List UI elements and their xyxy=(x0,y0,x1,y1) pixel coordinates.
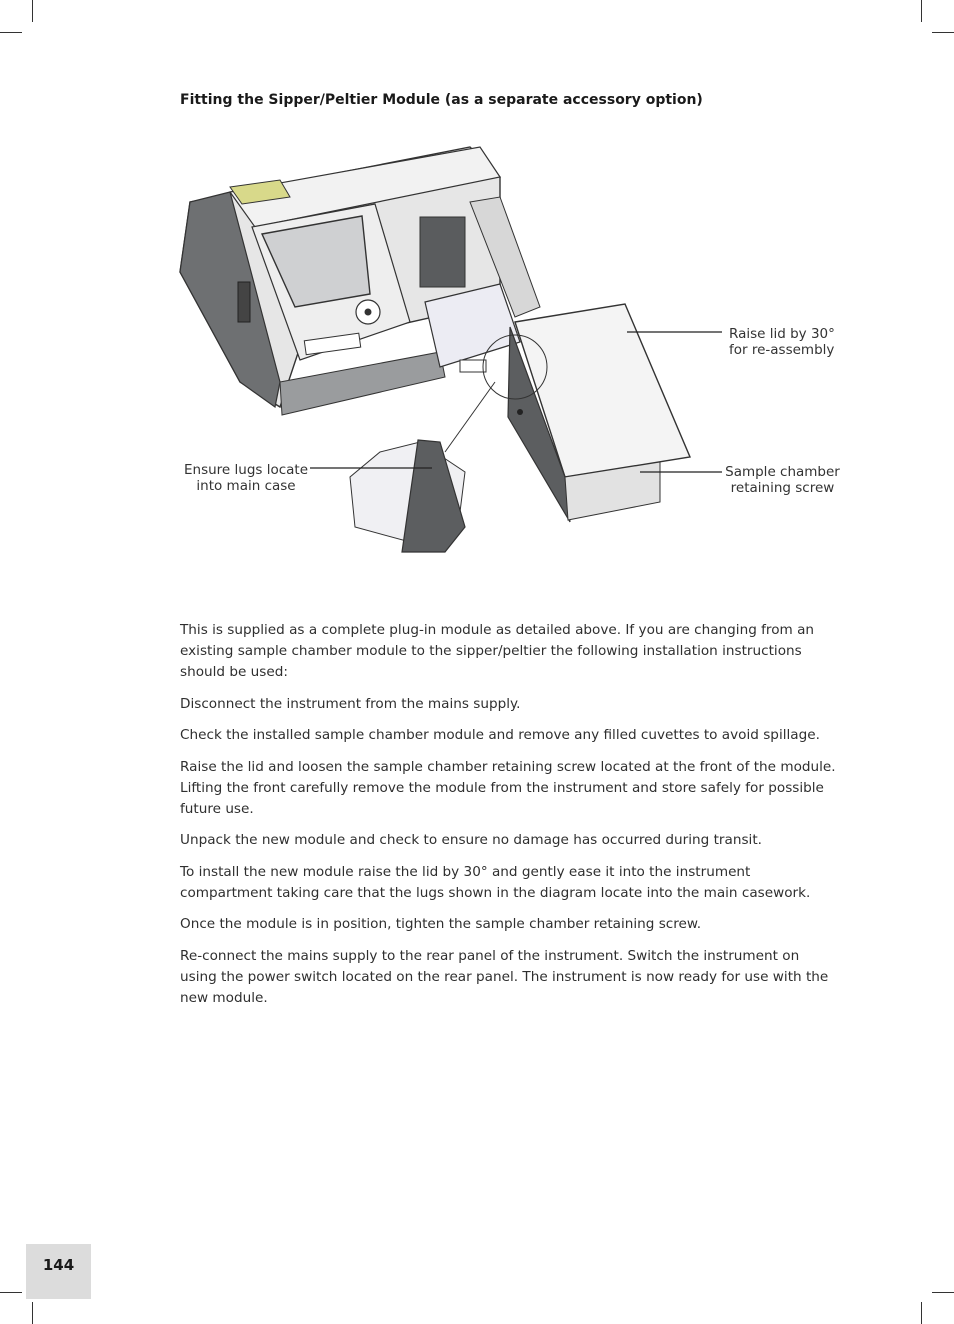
page-number-tab xyxy=(26,1244,91,1299)
crop-mark xyxy=(0,1292,22,1293)
paragraph: This is supplied as a complete plug-in module as detailed above. If you are changing from an existing sample chamber module to the sipper/peltier the following installation instructions should be used: xyxy=(180,622,815,680)
paragraph: To install the new module raise the lid by 30° and gently ease it into the instrument compartment taking care that the lugs shown in the diagram locate into the main casework. xyxy=(180,863,811,901)
instructions-body xyxy=(180,620,840,1019)
paragraph: Raise the lid and loosen the sample chamber retaining screw located at the front of the module. Lifting the front carefully remove the module from the instrument and store safely for possible future use. xyxy=(180,758,836,817)
callout-retaining-screw: Sample chamber retaining screw xyxy=(725,464,840,496)
crop-mark xyxy=(32,0,33,22)
callout-raise-lid: Raise lid by 30° for re-assembly xyxy=(729,326,835,358)
paragraph: Unpack the new module and check to ensure no damage has occurred during transit. xyxy=(180,832,762,848)
callout-lugs: Ensure lugs locate into main case xyxy=(183,462,309,494)
crop-mark xyxy=(0,32,22,33)
instrument-diagram xyxy=(170,132,850,572)
crop-mark xyxy=(921,0,922,22)
crop-mark xyxy=(932,1292,954,1293)
paragraph: Once the module is in position, tighten the sample chamber retaining screw. xyxy=(180,916,702,932)
crop-mark xyxy=(32,1302,33,1324)
paragraph: Disconnect the instrument from the mains supply. xyxy=(180,695,521,712)
crop-mark xyxy=(921,1302,922,1324)
paragraph: Check the installed sample chamber module and remove any filled cuvettes to avoid spillage. xyxy=(180,727,820,743)
crop-mark xyxy=(932,32,954,33)
section-heading: Fitting the Sipper/Peltier Module (as a separate accessory option) xyxy=(180,92,703,108)
page-number: 144 xyxy=(42,1256,75,1274)
paragraph: Re-connect the mains supply to the rear panel of the instrument. Switch the instrument on using the power switch located on the rear panel. The instrument is now ready for use with the new module. xyxy=(180,947,829,1006)
